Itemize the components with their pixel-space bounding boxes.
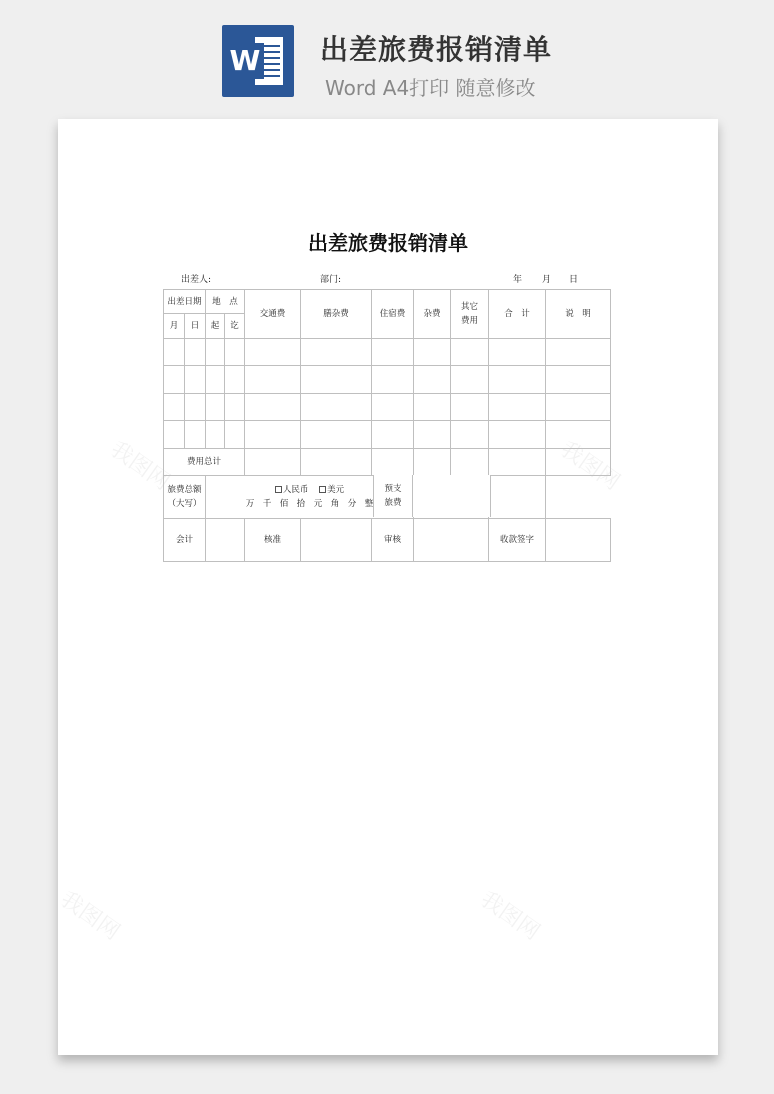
from-header: 起 xyxy=(206,314,225,339)
total-header: 合 计 xyxy=(489,290,546,339)
day-header: 日 xyxy=(185,314,206,339)
document-title: 出差旅费报销清单 xyxy=(308,231,468,255)
usd-checkbox[interactable]: 美元 xyxy=(319,485,344,495)
advance-fee-label: 预支 旅费 xyxy=(373,475,413,517)
header-subtitle: Word A4打印 随意修改 xyxy=(325,76,536,100)
meals-header: 膳杂费 xyxy=(301,290,372,339)
watermark: 我图网 xyxy=(55,886,125,946)
table-row xyxy=(164,339,611,366)
other-header: 其它 费用 xyxy=(451,290,489,339)
date-year-label: 年 xyxy=(513,275,523,285)
receiver-label: 收款签字 xyxy=(489,519,546,562)
expense-table xyxy=(163,289,611,562)
travel-total-label: 旅费总额 （大写） xyxy=(164,476,206,519)
date-day-label: 日 xyxy=(569,275,579,285)
table-row xyxy=(164,394,611,421)
review-label: 审核 xyxy=(372,519,414,562)
word-letter: W xyxy=(226,43,264,79)
watermark: 我图网 xyxy=(105,436,175,496)
table-row xyxy=(164,421,611,449)
word-icon xyxy=(222,25,294,97)
document-page xyxy=(55,119,718,1055)
table-row xyxy=(164,366,611,394)
cost-total-label: 费用总计 xyxy=(164,449,245,476)
misc-header: 杂费 xyxy=(414,290,451,339)
page-header xyxy=(0,0,774,118)
header-title: 出差旅费报销清单 xyxy=(320,33,553,66)
to-header: 讫 xyxy=(225,314,245,339)
accountant-label: 会计 xyxy=(164,519,206,562)
place-group-header: 地 点 xyxy=(206,290,245,314)
month-header: 月 xyxy=(164,314,185,339)
amount-digits: 万 千 佰 拾 元 角 分 整 xyxy=(245,499,374,509)
rmb-checkbox[interactable]: 人民币 xyxy=(275,485,309,495)
lodging-header: 住宿费 xyxy=(372,290,414,339)
payable-value xyxy=(489,476,546,519)
transport-header: 交通费 xyxy=(245,290,301,339)
date-month-label: 月 xyxy=(542,275,552,285)
department-label: 部门: xyxy=(320,275,342,285)
watermark: 我图网 xyxy=(475,886,545,946)
date-group-header: 出差日期 xyxy=(164,290,206,314)
watermark: 我图网 xyxy=(555,436,625,496)
traveler-label: 出差人: xyxy=(181,275,212,285)
advance-fee-value xyxy=(413,475,491,517)
approve-label: 核准 xyxy=(245,519,301,562)
note-header: 说 明 xyxy=(546,290,611,339)
